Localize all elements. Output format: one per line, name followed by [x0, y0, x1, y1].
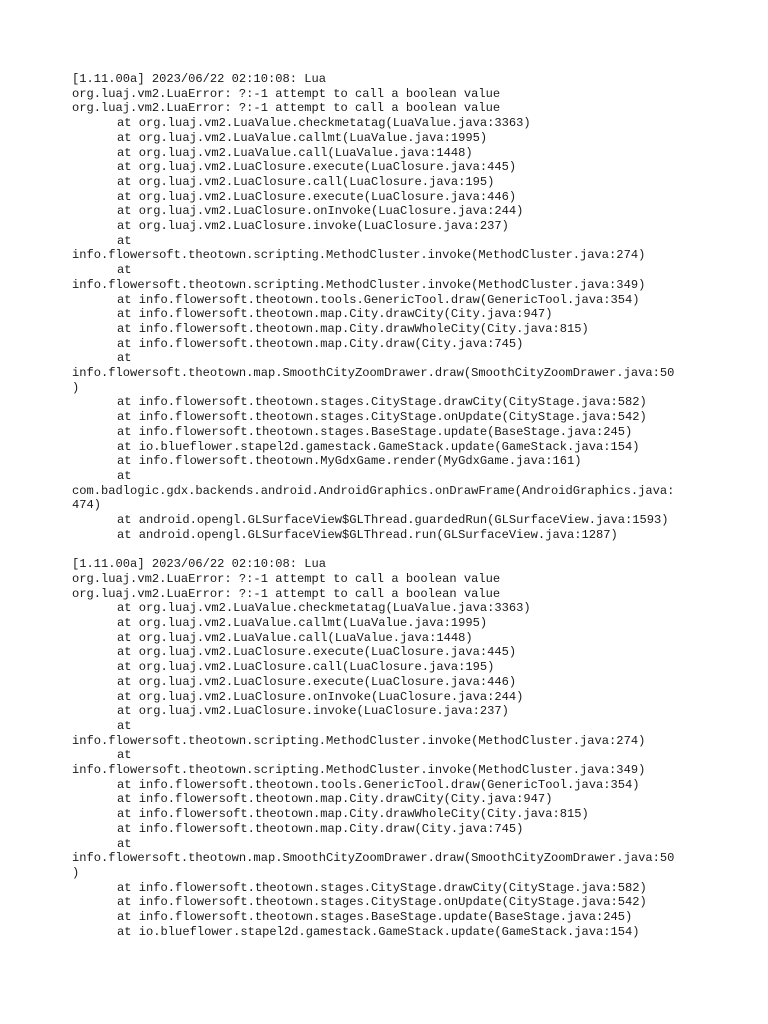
stack-trace-line: at info.flowersoft.theotown.tools.GenericTool.draw(GenericTool.java:354): [117, 292, 640, 307]
stack-trace-line: at info.flowersoft.theotown.map.City.drawWholeCity(City.java:815): [117, 321, 589, 336]
stack-trace-line: at org.luaj.vm2.LuaValue.call(LuaValue.java:1448): [117, 145, 473, 160]
stack-trace-line: at info.flowersoft.theotown.map.City.drawWholeCity(City.java:815): [117, 807, 589, 822]
stack-trace-line: info.flowersoft.theotown.scripting.MethodCluster.invoke(MethodCluster.java:274): [72, 248, 646, 263]
stack-trace-line: com.badlogic.gdx.backends.android.AndroidGraphics.onDrawFrame(AndroidGraphics.java:: [72, 483, 675, 498]
stack-trace-line: at org.luaj.vm2.LuaClosure.execute(LuaClosure.java:446): [117, 674, 517, 689]
stack-trace-line: at: [117, 748, 132, 763]
error-message-line: org.luaj.vm2.LuaError: ?:-1 attempt to call a boolean value: [72, 571, 501, 586]
stack-trace-line: at android.opengl.GLSurfaceView$GLThread.run(GLSurfaceView.java:1287): [117, 527, 618, 542]
stack-trace-line: at: [117, 718, 132, 733]
error-message-line: org.luaj.vm2.LuaError: ?:-1 attempt to call a boolean value: [72, 86, 501, 101]
log-entries: [72, 72, 712, 939]
stack-trace-line: at io.blueflower.stapel2d.gamestack.GameStack.update(GameStack.java:154): [117, 924, 640, 939]
stack-trace-line: at org.luaj.vm2.LuaValue.checkmetatag(LuaValue.java:3363): [117, 116, 531, 131]
log-entry: [72, 72, 712, 543]
stack-trace-line: at org.luaj.vm2.LuaValue.call(LuaValue.java:1448): [117, 630, 473, 645]
stack-trace-line: at org.luaj.vm2.LuaClosure.call(LuaClosure.java:195): [117, 174, 495, 189]
stack-trace-line: at info.flowersoft.theotown.map.City.draw(City.java:745): [117, 821, 524, 836]
stack-trace-line: at: [117, 468, 132, 483]
stack-trace-line: info.flowersoft.theotown.map.SmoothCityZoomDrawer.draw(SmoothCityZoomDrawer.java:50: [72, 366, 675, 381]
stack-trace-line: at org.luaj.vm2.LuaValue.callmt(LuaValue.java:1995): [117, 130, 488, 145]
stack-trace-line: at: [117, 836, 132, 851]
stack-trace-line: at: [117, 263, 132, 278]
stack-trace-line: at info.flowersoft.theotown.stages.BaseStage.update(BaseStage.java:245): [117, 910, 633, 925]
error-message-line: org.luaj.vm2.LuaError: ?:-1 attempt to call a boolean value: [72, 586, 501, 601]
error-message-line: org.luaj.vm2.LuaError: ?:-1 attempt to call a boolean value: [72, 101, 501, 116]
log-entry: [72, 557, 712, 939]
stack-trace-line: at org.luaj.vm2.LuaClosure.invoke(LuaClosure.java:237): [117, 219, 509, 234]
stack-trace-line: at info.flowersoft.theotown.map.City.draw(City.java:745): [117, 336, 524, 351]
log-page: [72, 72, 712, 939]
stack-trace-line: 474): [72, 498, 102, 513]
stack-trace-line: at info.flowersoft.theotown.stages.CityStage.onUpdate(CityStage.java:542): [117, 895, 647, 910]
log-entry-header: [1.11.00a] 2023/06/22 02:10:08: Lua: [72, 72, 327, 86]
stack-trace-line: at info.flowersoft.theotown.stages.BaseStage.update(BaseStage.java:245): [117, 424, 633, 439]
stack-trace-line: at io.blueflower.stapel2d.gamestack.GameStack.update(GameStack.java:154): [117, 439, 640, 454]
stack-trace-line: at android.opengl.GLSurfaceView$GLThread.guardedRun(GLSurfaceView.java:1593): [117, 513, 669, 528]
stack-trace-line: ): [72, 865, 80, 880]
stack-trace-line: at info.flowersoft.theotown.map.City.drawCity(City.java:947): [117, 307, 553, 322]
stack-trace-line: at: [117, 233, 132, 248]
stack-trace-line: at info.flowersoft.theotown.stages.CityStage.drawCity(CityStage.java:582): [117, 395, 647, 410]
stack-trace-line: at info.flowersoft.theotown.map.City.drawCity(City.java:947): [117, 792, 553, 807]
stack-trace-line: at org.luaj.vm2.LuaClosure.execute(LuaClosure.java:446): [117, 189, 517, 204]
stack-trace-line: info.flowersoft.theotown.map.SmoothCityZoomDrawer.draw(SmoothCityZoomDrawer.java:50: [72, 851, 675, 866]
stack-trace-line: info.flowersoft.theotown.scripting.MethodCluster.invoke(MethodCluster.java:349): [72, 763, 646, 778]
stack-trace-line: at org.luaj.vm2.LuaClosure.execute(LuaClosure.java:445): [117, 160, 517, 175]
stack-trace-line: at info.flowersoft.theotown.stages.CityStage.onUpdate(CityStage.java:542): [117, 410, 647, 425]
stack-trace-line: at org.luaj.vm2.LuaClosure.onInvoke(LuaClosure.java:244): [117, 689, 524, 704]
stack-trace-line: at org.luaj.vm2.LuaValue.callmt(LuaValue.java:1995): [117, 616, 488, 630]
stack-trace-line: at org.luaj.vm2.LuaClosure.invoke(LuaClosure.java:237): [117, 704, 509, 719]
stack-trace-line: at org.luaj.vm2.LuaClosure.execute(LuaClosure.java:445): [117, 645, 517, 660]
log-entry-header: [1.11.00a] 2023/06/22 02:10:08: Lua: [72, 557, 327, 572]
stack-trace-line: ): [72, 380, 80, 395]
stack-trace-line: at org.luaj.vm2.LuaValue.checkmetatag(LuaValue.java:3363): [117, 601, 531, 616]
stack-trace-line: at org.luaj.vm2.LuaClosure.onInvoke(LuaClosure.java:244): [117, 204, 524, 219]
stack-trace-line: info.flowersoft.theotown.scripting.MethodCluster.invoke(MethodCluster.java:274): [72, 733, 646, 748]
stack-trace-line: at: [117, 351, 132, 366]
stack-trace-line: at info.flowersoft.theotown.tools.GenericTool.draw(GenericTool.java:354): [117, 777, 640, 792]
stack-trace-line: at org.luaj.vm2.LuaClosure.call(LuaClosure.java:195): [117, 660, 495, 675]
stack-trace-line: at info.flowersoft.theotown.MyGdxGame.render(MyGdxGame.java:161): [117, 454, 582, 469]
stack-trace-line: at info.flowersoft.theotown.stages.CityStage.drawCity(CityStage.java:582): [117, 880, 647, 895]
stack-trace-line: info.flowersoft.theotown.scripting.MethodCluster.invoke(MethodCluster.java:349): [72, 277, 646, 292]
